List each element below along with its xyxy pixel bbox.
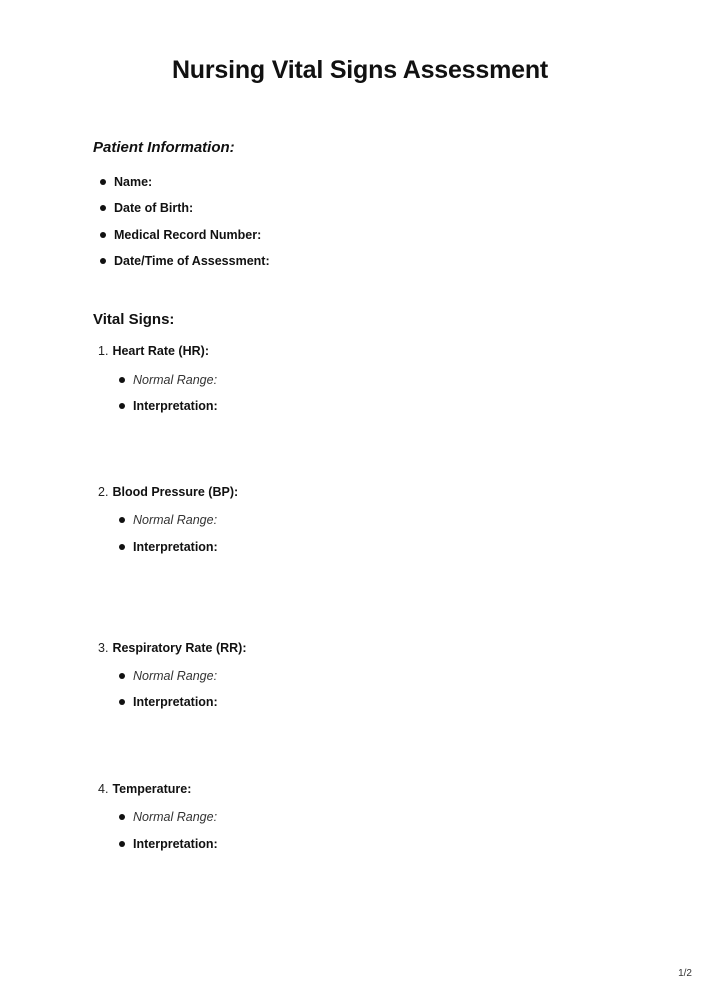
bullet-icon xyxy=(119,517,125,523)
interpretation-label: Interpretation: xyxy=(133,695,218,709)
blood-pressure-normal-range xyxy=(119,512,217,528)
bullet-icon xyxy=(119,403,125,409)
page-number: 1/2 xyxy=(678,968,692,979)
bullet-icon xyxy=(100,179,106,185)
bullet-icon xyxy=(119,377,125,383)
normal-range-label: Normal Range: xyxy=(133,513,218,527)
item-label: Temperature: xyxy=(112,782,192,796)
temperature-normal-range xyxy=(119,809,217,825)
field-label: Name: xyxy=(114,175,153,189)
item-number: 1. xyxy=(98,344,109,358)
vital-item-blood-pressure xyxy=(98,484,238,500)
bullet-icon xyxy=(119,544,125,550)
document-title: Nursing Vital Signs Assessment xyxy=(171,56,549,84)
vital-item-temperature xyxy=(98,781,191,797)
bullet-icon xyxy=(119,673,125,679)
bullet-icon xyxy=(119,699,125,705)
patient-information-heading: Patient Information: xyxy=(93,139,235,156)
temperature-interpretation xyxy=(119,836,218,852)
patient-field-date-of-birth xyxy=(100,200,193,216)
bullet-icon xyxy=(100,205,106,211)
item-number: 2. xyxy=(98,485,109,499)
item-number: 3. xyxy=(98,641,109,655)
interpretation-label: Interpretation: xyxy=(133,837,218,851)
field-label: Date/Time of Assessment: xyxy=(114,254,270,268)
patient-field-date-time-of-assessment xyxy=(100,253,270,269)
patient-field-medical-record-number xyxy=(100,227,261,243)
normal-range-label: Normal Range: xyxy=(133,810,218,824)
bullet-icon xyxy=(119,814,125,820)
interpretation-label: Interpretation: xyxy=(133,540,218,554)
item-label: Heart Rate (HR): xyxy=(112,344,209,358)
respiratory-rate-interpretation xyxy=(119,694,218,710)
normal-range-label: Normal Range: xyxy=(133,373,218,387)
respiratory-rate-normal-range xyxy=(119,668,217,684)
item-label: Blood Pressure (BP): xyxy=(112,485,239,499)
interpretation-label: Interpretation: xyxy=(133,399,218,413)
field-label: Medical Record Number: xyxy=(114,228,262,242)
patient-field-name xyxy=(100,174,152,190)
blood-pressure-interpretation xyxy=(119,539,218,555)
item-number: 4. xyxy=(98,782,109,796)
vital-signs-heading: Vital Signs: xyxy=(93,311,175,328)
item-label: Respiratory Rate (RR): xyxy=(112,641,247,655)
heart-rate-interpretation xyxy=(119,398,218,414)
heart-rate-normal-range xyxy=(119,372,217,388)
bullet-icon xyxy=(100,258,106,264)
bullet-icon xyxy=(119,841,125,847)
vital-item-heart-rate xyxy=(98,343,209,359)
normal-range-label: Normal Range: xyxy=(133,669,218,683)
vital-item-respiratory-rate xyxy=(98,640,247,656)
bullet-icon xyxy=(100,232,106,238)
field-label: Date of Birth: xyxy=(114,201,194,215)
